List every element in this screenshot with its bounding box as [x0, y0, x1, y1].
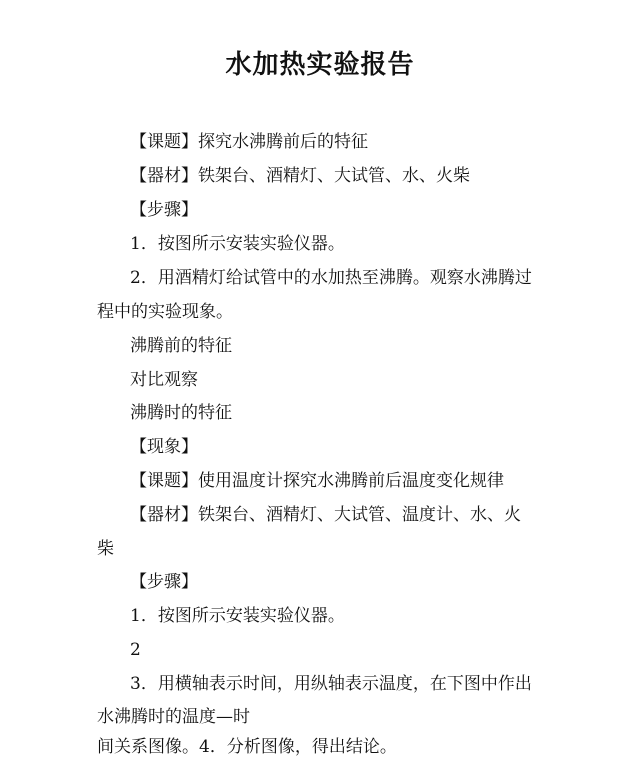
text-line: 2．用酒精灯给试管中的水加热至沸腾。观察水沸腾过 [130, 268, 532, 288]
text-line: 3．用横轴表示时间，用纵轴表示温度，在下图中作出 [130, 674, 532, 694]
text-line: 1．按图所示安装实验仪器。 [130, 234, 345, 254]
text-line: 【现象】 [130, 437, 198, 457]
text-line: 【器材】铁架台、酒精灯、大试管、温度计、水、火 [130, 505, 521, 525]
text-line: 程中的实验现象。 [97, 302, 233, 322]
text-line: 间关系图像。4．分析图像，得出结论。 [97, 737, 397, 757]
text-line: 沸腾前的特征 [130, 336, 232, 356]
text-line: 【课题】探究水沸腾前后的特征 [130, 132, 368, 152]
text-line: 1．按图所示安装实验仪器。 [130, 606, 345, 626]
text-line: 【器材】铁架台、酒精灯、大试管、水、火柴 [130, 166, 470, 186]
text-line: 【步骤】 [130, 200, 198, 220]
document-title: 水加热实验报告 [225, 50, 415, 80]
text-line: 【课题】使用温度计探究水沸腾前后温度变化规律 [130, 471, 504, 491]
text-line: 柴 [97, 539, 114, 559]
text-line: 对比观察 [130, 370, 198, 390]
text-line: 2 [130, 640, 141, 660]
text-line: 【步骤】 [130, 572, 198, 592]
text-line: 沸腾时的特征 [130, 403, 232, 423]
text-line: 水沸腾时的温度—时 [97, 707, 250, 727]
